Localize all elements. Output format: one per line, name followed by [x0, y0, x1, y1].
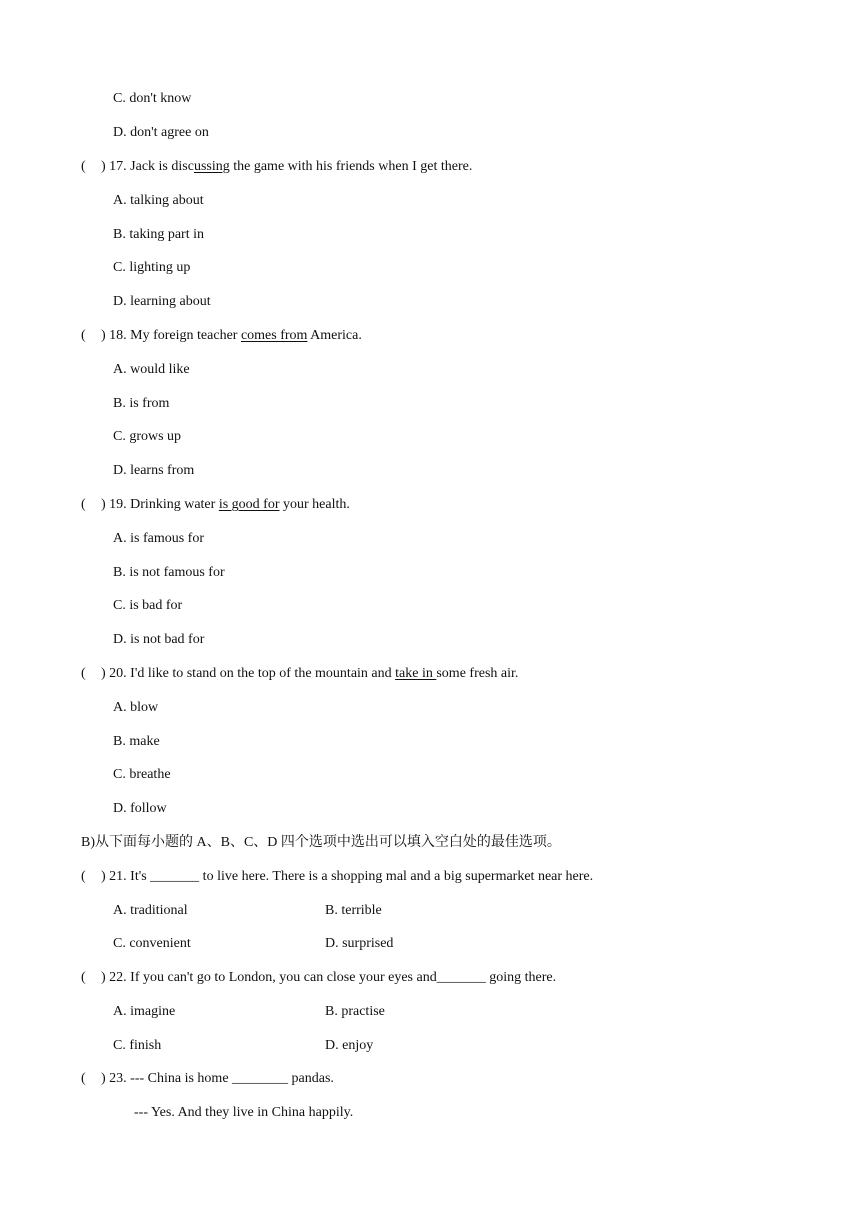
- option-22-b: B. practise: [325, 1004, 385, 1019]
- question-20-text-end: some fresh air.: [436, 666, 519, 681]
- option-21-d: D. surprised: [325, 936, 394, 951]
- option-20-b: B. make: [113, 734, 160, 749]
- question-23: [81, 1070, 334, 1088]
- question-18-text: ) 18. My foreign teacher: [101, 328, 241, 343]
- answer-paren: (: [81, 1071, 86, 1086]
- option-18-c: C. grows up: [113, 429, 182, 444]
- question-22: [81, 969, 556, 987]
- option-19-b: B. is not famous for: [113, 565, 225, 580]
- question-18-underlined: comes from: [240, 328, 308, 343]
- answer-paren: (: [81, 970, 86, 985]
- option-19-a: A. is famous for: [113, 531, 204, 546]
- question-17-underlined: ussing: [193, 159, 230, 174]
- answer-paren: (: [81, 666, 86, 681]
- question-20: [81, 665, 518, 683]
- answer-paren: (: [81, 159, 86, 174]
- question-23-text: ) 23. --- China is home ________ pandas.: [101, 1071, 334, 1086]
- option-18-a: A. would like: [113, 362, 190, 377]
- option-21-b: B. terrible: [325, 903, 382, 918]
- question-19: [81, 496, 350, 514]
- option-22-d: D. enjoy: [325, 1038, 374, 1053]
- option-17-d: D. learning about: [113, 294, 211, 309]
- answer-paren: (: [81, 497, 86, 512]
- question-23-reply: --- Yes. And they live in China happily.: [134, 1105, 354, 1120]
- question-19-underlined: is good for: [218, 497, 280, 512]
- question-19-text-end: your health.: [279, 497, 350, 512]
- question-17-text: ) 17. Jack is disc: [101, 159, 194, 174]
- option-16-c: C. don't know: [113, 91, 192, 106]
- option-20-d: D. follow: [113, 801, 167, 816]
- option-17-c: C. lighting up: [113, 260, 191, 275]
- question-19-text: ) 19. Drinking water: [101, 497, 219, 512]
- question-17-text-end: the game with his friends when I get there.: [229, 159, 473, 174]
- question-17: [81, 158, 472, 176]
- option-21-a: A. traditional: [113, 903, 188, 918]
- answer-paren: (: [81, 869, 86, 884]
- option-16-d: D. don't agree on: [113, 125, 209, 140]
- question-18-text-end: America.: [307, 328, 362, 343]
- option-17-b: B. taking part in: [113, 227, 204, 242]
- question-21-text: ) 21. It's _______ to live here. There is a shopping mal and a big supermarket near here.: [101, 869, 594, 884]
- question-20-underlined: take in: [395, 666, 437, 681]
- section-b-heading: B)从下面每小题的 A、B、C、D 四个选项中选出可以填入空白处的最佳选项。: [81, 835, 561, 850]
- option-18-d: D. learns from: [113, 463, 195, 478]
- option-20-c: C. breathe: [113, 767, 171, 782]
- option-17-a: A. talking about: [113, 193, 204, 208]
- option-18-b: B. is from: [113, 396, 170, 411]
- option-21-c: C. convenient: [113, 936, 191, 951]
- answer-paren: (: [81, 328, 86, 343]
- question-20-text: ) 20. I'd like to stand on the top of the mountain and: [101, 666, 396, 681]
- question-22-text: ) 22. If you can't go to London, you can close your eyes and_______ going there.: [101, 970, 557, 985]
- option-19-d: D. is not bad for: [113, 632, 205, 647]
- option-22-a: A. imagine: [113, 1004, 176, 1019]
- option-22-c: C. finish: [113, 1038, 162, 1053]
- question-21: [81, 868, 593, 886]
- question-18: [81, 327, 362, 345]
- option-20-a: A. blow: [113, 700, 159, 715]
- option-19-c: C. is bad for: [113, 598, 183, 613]
